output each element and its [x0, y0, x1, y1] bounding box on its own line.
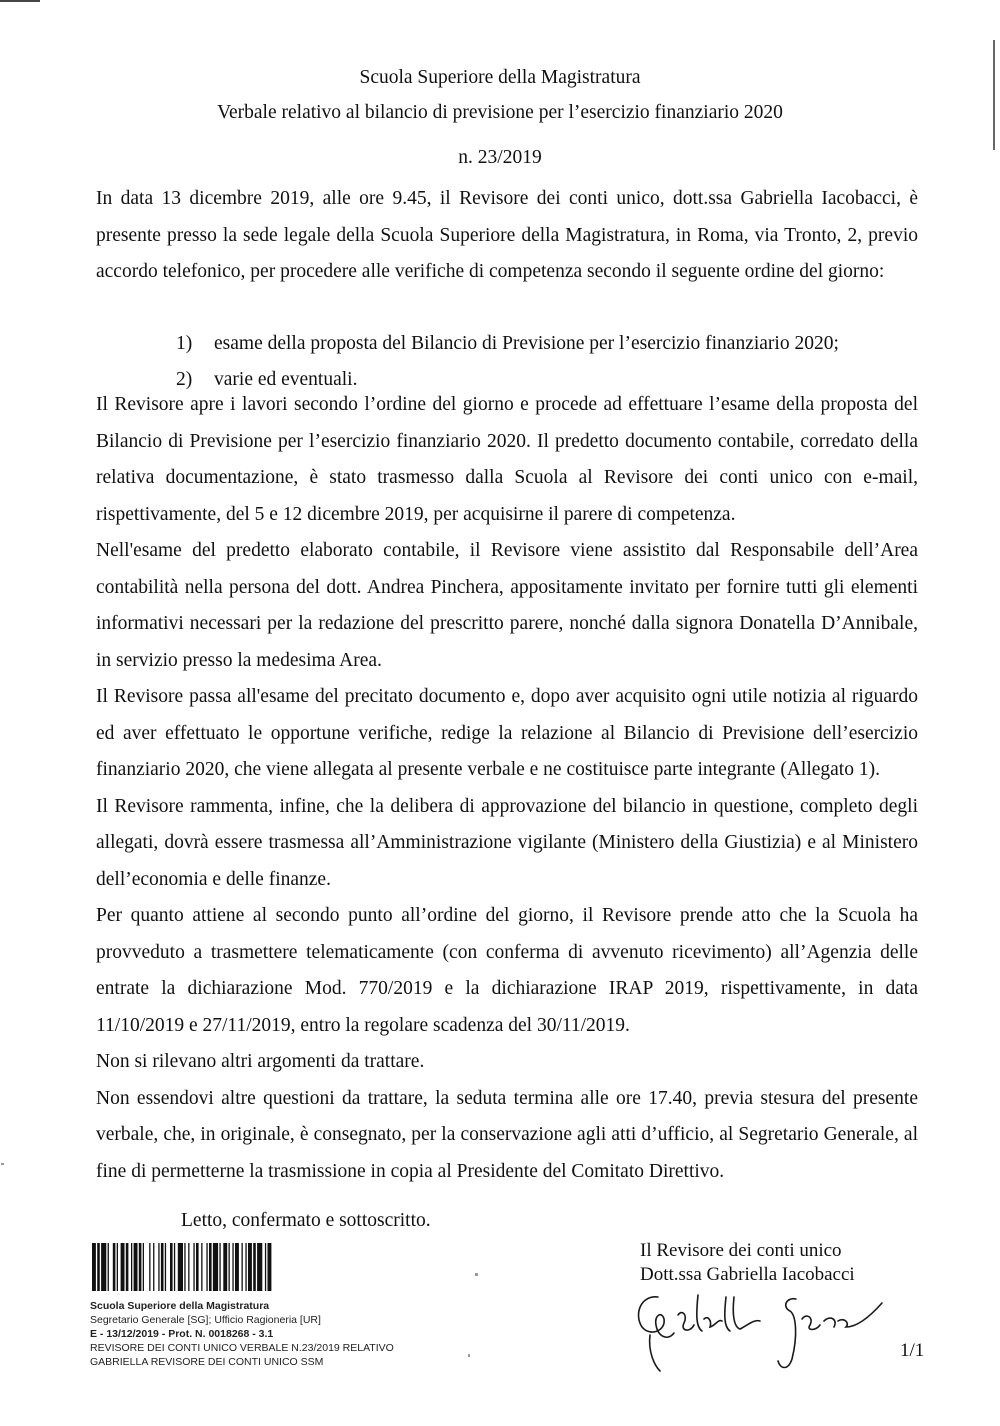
institution-title: Scuola Superiore della Magistratura — [359, 67, 641, 88]
agenda-item-number: 2) — [176, 369, 193, 390]
barcode-bar — [201, 1243, 202, 1291]
barcode-bar — [253, 1243, 256, 1291]
protocol-stamp — [90, 1299, 394, 1369]
paragraph-assistance: Nell'esame del predetto elaborato contabile, il Revisore viene assistito dal Responsabile dell’Area contabilità nella persona del dott. Andrea Pinchera, appositamente invitato per fornire tutti gli elementi informativi necessari per la redazione del prescritto parere, nonché dalla signora Donatella D’Annibale, in servizio presso la medesima Area. — [96, 540, 918, 671]
scan-dot — [468, 1354, 470, 1357]
barcode-bar — [196, 1243, 199, 1291]
barcode-bar — [248, 1243, 252, 1291]
barcode-bar — [235, 1243, 239, 1291]
barcode-bar — [131, 1243, 132, 1291]
main-text — [96, 387, 918, 1190]
barcode-bar — [213, 1243, 218, 1291]
barcode-bar — [170, 1243, 173, 1291]
barcode-bar — [139, 1243, 142, 1291]
stamp-subject: REVISORE DEI CONTI UNICO VERBALE N.23/2019 RELATIVO — [90, 1342, 394, 1354]
barcode-bar — [97, 1243, 100, 1291]
barcode — [90, 1243, 420, 1291]
barcode-bar — [229, 1243, 230, 1291]
document-subject: Verbale relativo al bilancio di previsione per l’esercizio finanziario 2020 — [217, 102, 783, 123]
barcode-bar — [121, 1243, 125, 1291]
intro-block — [96, 181, 918, 291]
barcode-bar — [92, 1243, 96, 1291]
barcode-bar — [184, 1243, 185, 1291]
barcode-bar — [188, 1243, 189, 1291]
paragraph-closing-session: Non essendovi altre questioni da trattare, la seduta termina alle ore 17.40, previa stesura del presente verbale, che, in originale, è consegnato, per la conservazione agli atti d’ufficio, al Segretario Generale, al fine di permetterne la trasmissione in copia al Presidente del Comitato Direttivo. — [96, 1087, 918, 1182]
paragraph-no-other-topics: Non si rilevano altri argomenti da trattare. — [96, 1051, 425, 1072]
scan-mark-top-left — [0, 0, 40, 2]
paragraph-report: Il Revisore passa all'esame del precitato documento e, dopo aver acquisito ogni utile notizia al riguardo ed aver effettuato le opportune verifiche, redige la relazione al Bilancio di Previsione dell’esercizio finanziario 2020, che viene allegata al presente verbale e ne costituisce parte integrante (Allegato 1). — [96, 686, 918, 780]
barcode-bar — [117, 1243, 118, 1291]
barcode-bar — [223, 1243, 227, 1291]
paragraph-second-point: Per quanto attiene al secondo punto all’ordine del giorno, il Revisore prende atto che la Scuola ha provveduto a trasmettere telematicamente (con conferma di avvenuto ricevimento) all’Agenzia delle entrate la dichiarazione Mod. 770/2019 e la dichiarazione IRAP 2019, rispettivamente, in data 11/10/2019 e 27/11/2019, entro la regolare scadenza del 30/11/2019. — [96, 905, 918, 1036]
agenda-item-number: 1) — [176, 333, 193, 354]
barcode-bar — [232, 1243, 233, 1291]
stamp-offices: Segretario Generale [SG]; Ufficio Ragioneria [UR] — [90, 1314, 321, 1326]
barcode-bar — [209, 1243, 212, 1291]
barcode-bar — [101, 1243, 106, 1291]
agenda-item-text: esame della proposta del Bilancio di Previsione per l’esercizio finanziario 2020; — [214, 333, 839, 354]
barcode-bar — [265, 1243, 266, 1291]
barcode-bar — [134, 1243, 138, 1291]
barcode-bar — [268, 1243, 272, 1291]
scan-dot — [1, 1163, 4, 1165]
barcode-bar — [161, 1243, 164, 1291]
barcode-bar — [143, 1243, 144, 1291]
barcode-bar — [153, 1243, 154, 1291]
closing-formula: Letto, confermato e sottoscritto. — [181, 1210, 431, 1231]
intro-paragraph: In data 13 dicembre 2019, alle ore 9.45, il Revisore dei conti unico, dott.ssa Gabriella Iacobacci, è presente presso la sede legale della Scuola Superiore della Magistratura, in Roma, via Tronto, 2, previo accordo telefonico, per procedere alle verifiche di competenza secondo il seguente ordine del giorno: — [96, 188, 918, 282]
barcode-bar — [219, 1243, 220, 1291]
agenda-item — [176, 326, 839, 362]
barcode-bar — [108, 1243, 109, 1291]
barcode-bar — [149, 1243, 150, 1291]
agenda-item-text: varie ed eventuali. — [214, 369, 358, 390]
stamp-protocol: E - 13/12/2019 - Prot. N. 0018268 - 3.1 — [90, 1328, 274, 1340]
stamp-author: GABRIELLA REVISORE DEI CONTI UNICO SSM — [90, 1356, 324, 1368]
barcode-bar — [178, 1243, 183, 1291]
signer-name: Dott.ssa Gabriella Iacobacci — [640, 1264, 855, 1285]
handwritten-signature — [620, 1275, 890, 1375]
signer-role: Il Revisore dei conti unico — [640, 1240, 842, 1261]
paragraph-examination: Il Revisore apre i lavori secondo l’ordine del giorno e procede ad effettuare l’esame della proposta del Bilancio di Previsione per l’esercizio finanziario 2020. Il predetto documento contabile, corredato della relativa documentazione, è stato trasmesso dalla Scuola al Revisore dei conti unico con e-mail, rispettivamente, del 5 e 12 dicembre 2019, per acquisirne il parere di competenza. — [96, 394, 918, 525]
document-number: n. 23/2019 — [458, 147, 542, 168]
barcode-bar — [113, 1243, 116, 1291]
barcode-bar — [165, 1243, 166, 1291]
barcode-bar — [126, 1243, 129, 1291]
barcode-bar — [206, 1243, 207, 1291]
barcode-bar — [174, 1243, 175, 1291]
page-number: 1/1 — [900, 1340, 925, 1361]
barcode-bar — [257, 1243, 262, 1291]
barcode-bar — [242, 1243, 243, 1291]
stamp-institution: Scuola Superiore della Magistratura — [90, 1300, 270, 1312]
barcode-bar — [158, 1243, 159, 1291]
paragraph-transmission: Il Revisore rammenta, infine, che la delibera di approvazione del bilancio in questione, completo degli allegati, dovrà essere trasmessa all’Amministrazione vigilante (Ministero della Giustizia) e al Ministero dell’economia e delle finanze. — [96, 795, 918, 890]
scan-mark-right-edge — [993, 40, 995, 150]
barcode-bar — [193, 1243, 194, 1291]
barcode-bar — [245, 1243, 246, 1291]
scan-dot — [475, 1273, 478, 1276]
